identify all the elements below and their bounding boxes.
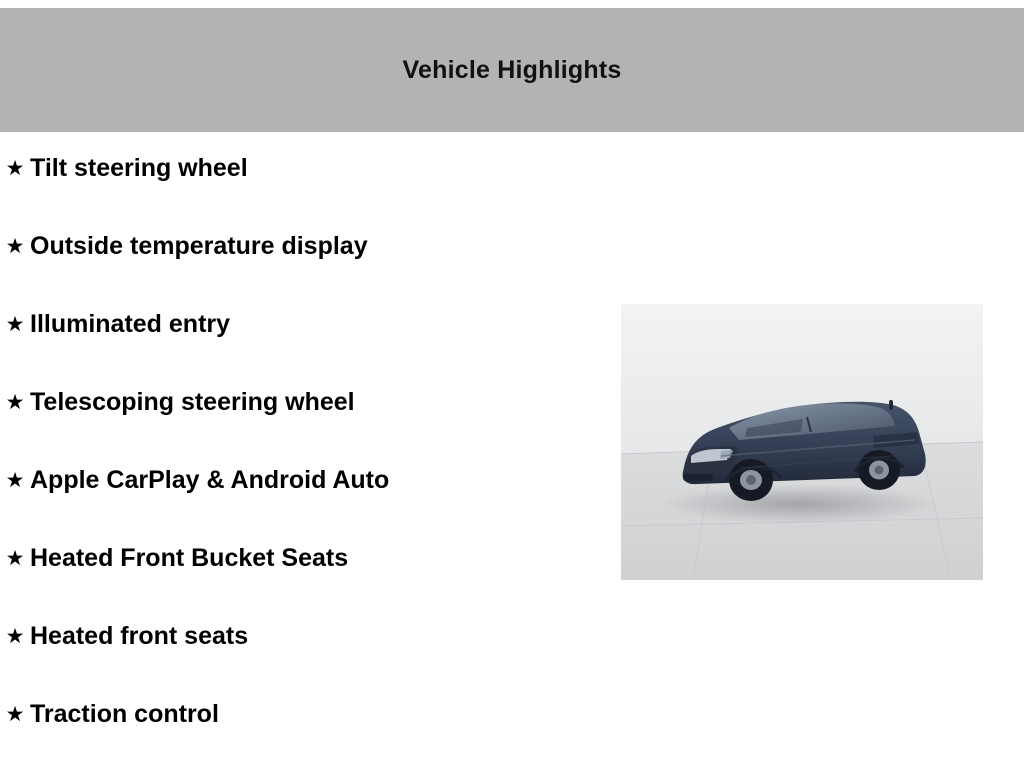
star-icon: ★ [5,313,25,336]
highlight-label: Heated Front Bucket Seats [30,544,349,572]
page-content [0,132,1024,768]
list-item [0,544,600,622]
star-icon: ★ [5,157,25,180]
list-item [0,232,600,310]
highlight-label: Telescoping steering wheel [30,388,355,416]
highlight-label: Outside temperature display [30,232,368,260]
list-item [0,310,600,388]
vehicle-photo-image [621,304,983,580]
highlight-label: Illuminated entry [30,310,231,338]
star-icon: ★ [5,547,25,570]
vehicle-photo [621,304,983,580]
star-icon: ★ [5,625,25,648]
highlight-label: Tilt steering wheel [30,154,248,182]
list-item [0,388,600,466]
star-icon: ★ [5,235,25,258]
list-item [0,466,600,544]
page-header [0,8,1024,132]
highlight-label: Traction control [30,700,219,728]
list-item [0,700,600,778]
list-item [0,154,600,232]
list-item [0,622,600,700]
page-title: Vehicle Highlights [402,55,622,84]
star-icon: ★ [5,703,25,726]
star-icon: ★ [5,469,25,492]
highlight-label: Apple CarPlay & Android Auto [30,466,390,494]
star-icon: ★ [5,391,25,414]
vehicle-highlights-list [0,154,600,778]
highlight-label: Heated front seats [30,622,249,650]
